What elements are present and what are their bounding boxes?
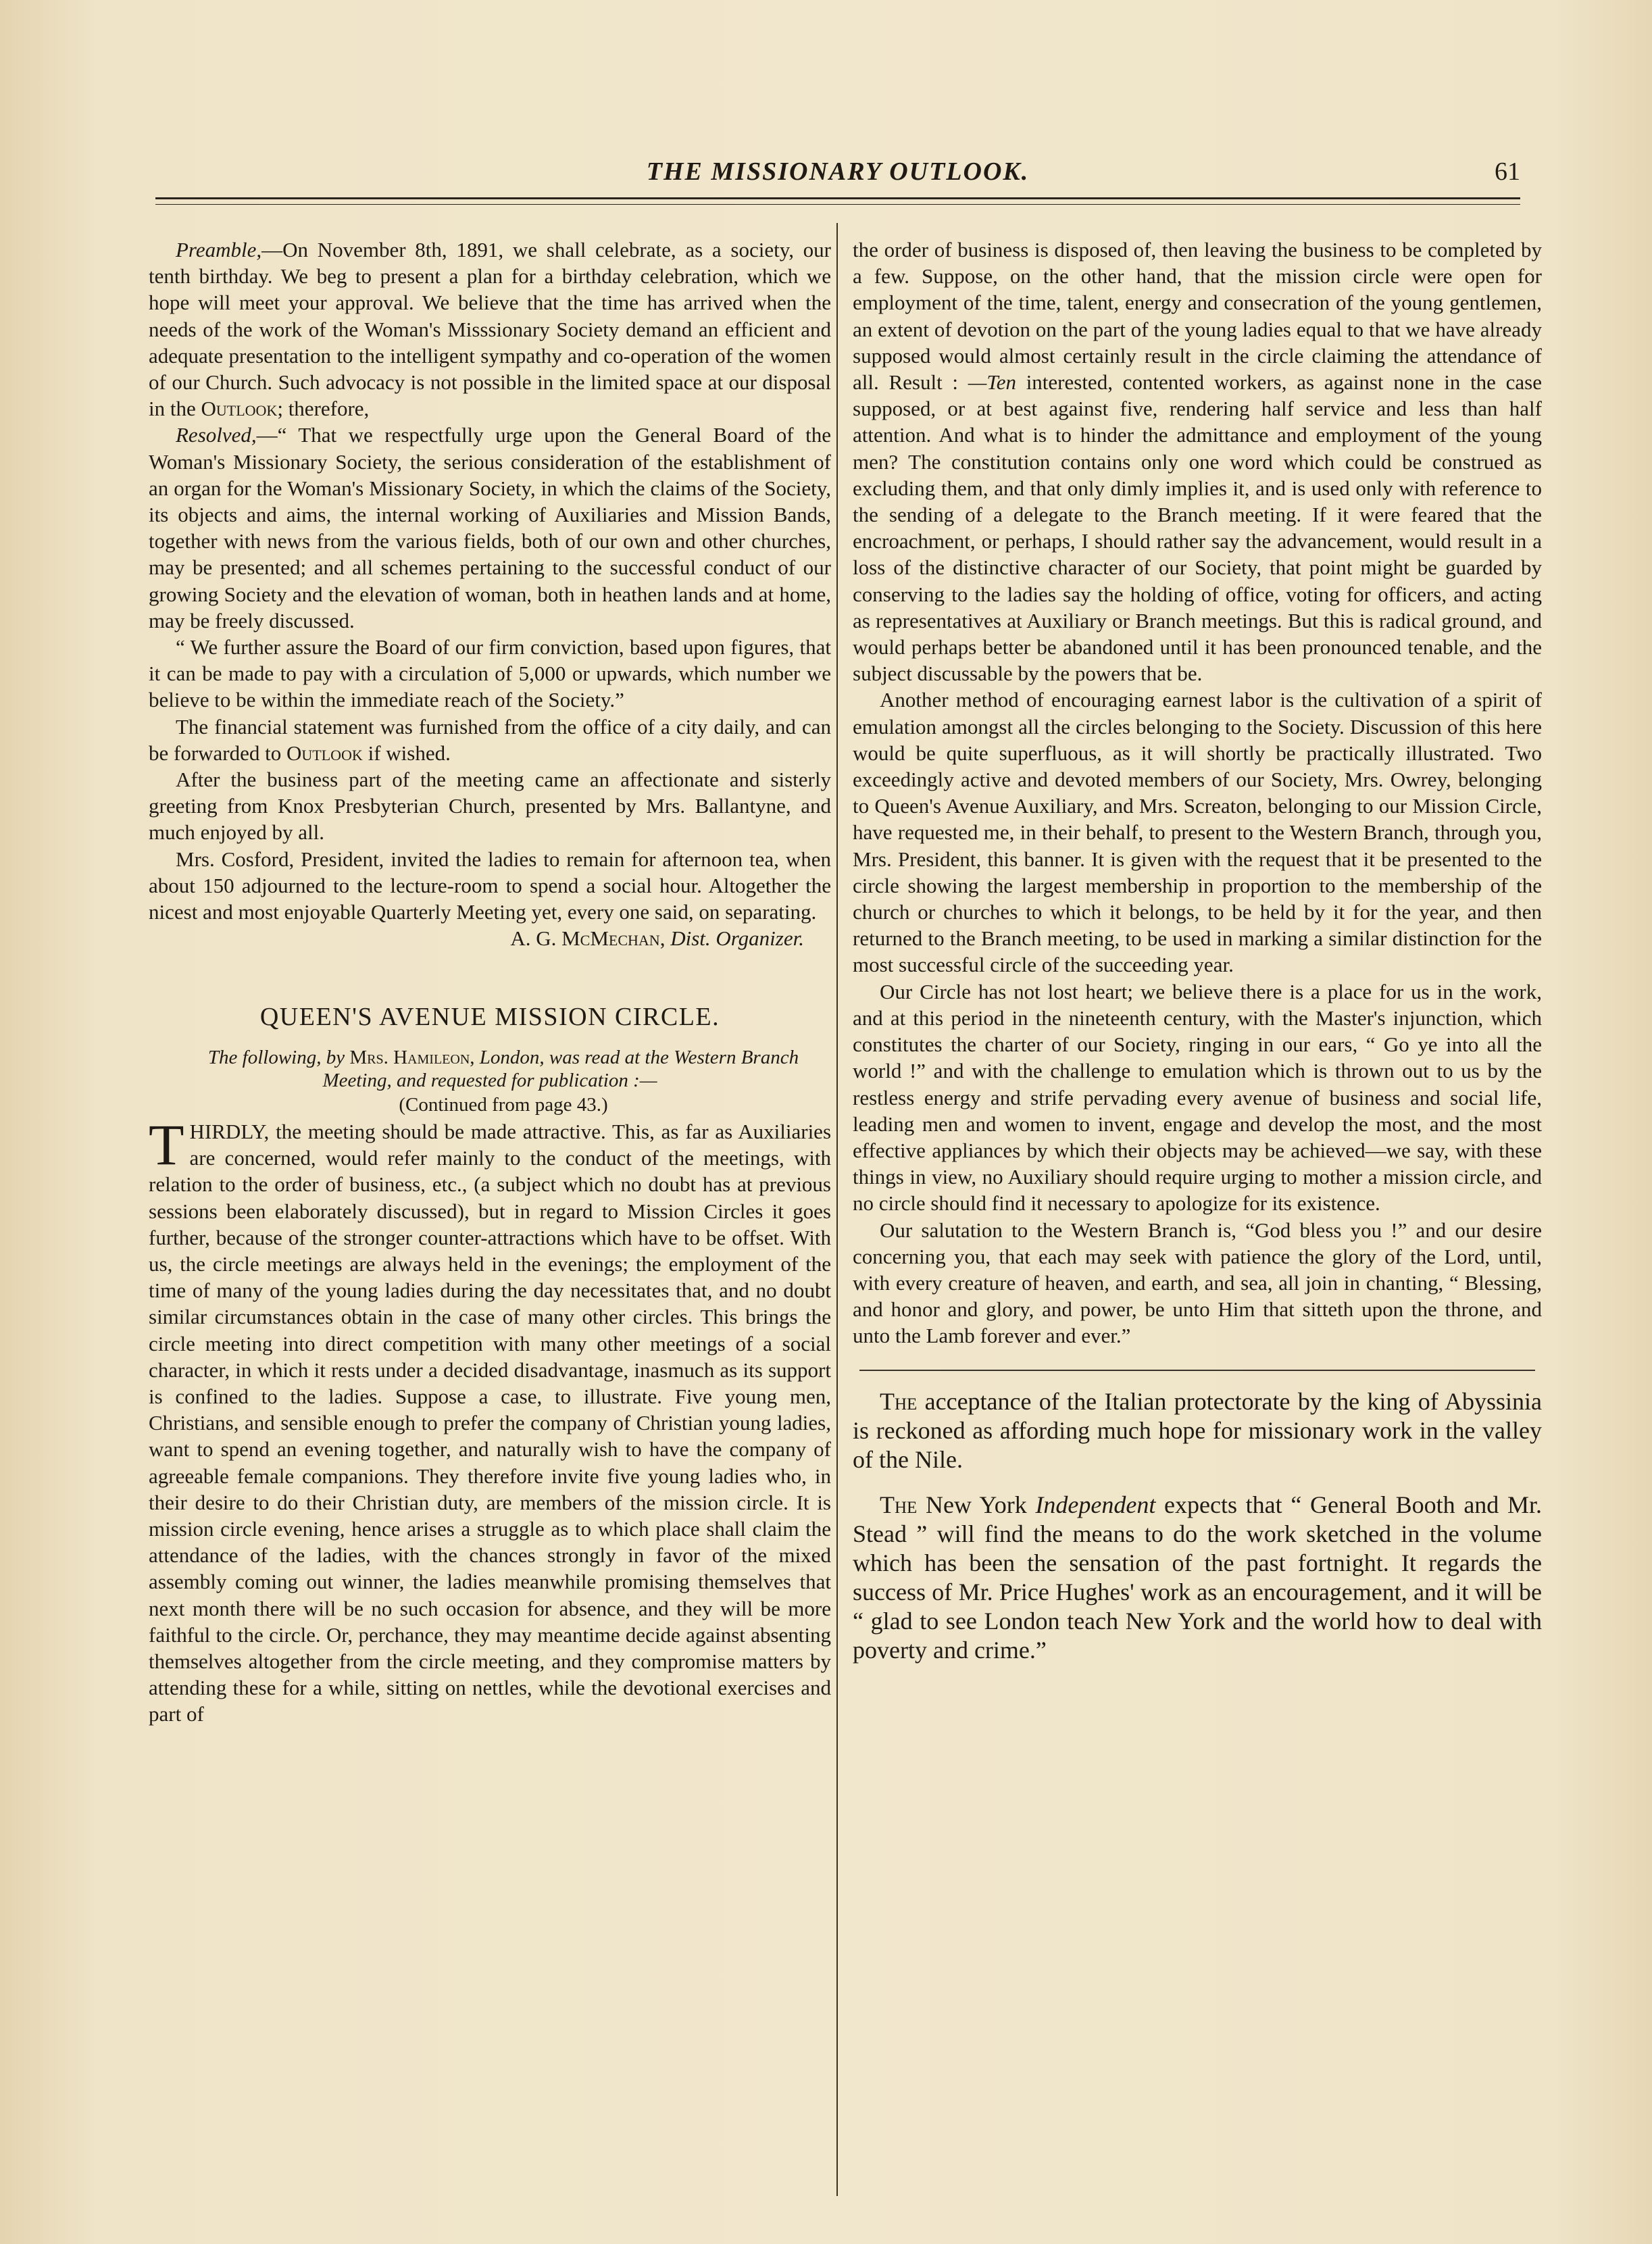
notes — [853, 1387, 1542, 1665]
running-title: THE MISSIONARY OUTLOOK. — [646, 157, 1030, 186]
continuation-paragraph — [853, 236, 1542, 687]
header-rule-thin — [155, 204, 1520, 205]
preamble-label: Preamble, — [176, 238, 262, 261]
salutation-paragraph: Our salutation to the Western Branch is, “God bless you !” and our desire concerning you, that each may seek with patience the glory of the Lord, until, with every creature of heaven, and earth, and sea, all join in chanting, “ Blessing, and honor and glory, and power, be unto Him that sitteth upon the throne, and unto the Lamb forever and ever.” — [853, 1218, 1542, 1348]
thirdly-text: the meeting should be made attractive. This, as far as Auxiliaries are concerned, would refer mainly to the conduct of the meetings, with relation to the order of business, etc., (a subject which no doubt has at previous sessions been elaborately discussed), but in regard to Mission Circles it goes further, because of the stronger counter-attractions which have to be offset. With us, the circle meetings are always held in the evenings; the employment of the time of many of the young ladies during the day necessitates that, and no doubt similar circumstances obtain in the case of many other circles. This brings the circle meeting into direct competition with many other meetings of a social character, in which it rests under a decided disadvantage, inasmuch as its support is confined to the ladies. Suppose a case, to illustrate. Five young men, Christians, and sensible enough to prefer the company of Christian young ladies, want to spend an evening together, and naturally wish to have the company of agreeable female companions. They therefore invite five young ladies who, in their desire to do their Christian duty, are members of the mission circle. It is mission circle evening, hence arises a struggle as to which place shall claim the attendance of the ladies, with the chances strongly in favor of the mixed assembly coming out winner, the ladies meanwhile promising themselves that next month there will be no such occasion for absence, and they will be more faithful to the circle. Or, perchance, they may meantime decide against absenting themselves altogether from the circle meeting, and they compromise matters by attending these for a while, sitting on nettles, while the devotional exercises and part of — [149, 1119, 832, 1726]
section-title: QUEEN'S AVENUE MISSION CIRCLE. — [259, 1003, 720, 1032]
note-independent — [853, 1491, 1542, 1665]
resolved-paragraph — [149, 422, 831, 634]
preamble-end: ; therefore, — [277, 397, 370, 421]
right-column — [853, 236, 1542, 1665]
note1-text: acceptance of the Italian protectorate by the king of Abyssinia is reckoned as affording much hope for missionary work in the valley of the Nile. — [853, 1387, 1543, 1473]
financial-end: if wished. — [368, 741, 451, 765]
column-separator — [836, 223, 838, 2196]
resolved-label: Resolved, — [176, 423, 257, 447]
page-number: 61 — [1495, 157, 1520, 186]
drop-cap: T — [149, 1112, 184, 1177]
header-rule — [155, 197, 1520, 199]
note-abyssinia — [853, 1387, 1542, 1474]
intro-author: Mrs. Hamileon, — [349, 1046, 475, 1068]
assure-paragraph: “ We further assure the Board of our firm conviction, based upon figures, that it can be made to pay with a circulation of 5,000 or upwards, which number we believe to be within the immediate reach of the Society.” — [149, 635, 831, 712]
signature-name: A. G. McMechan, — [510, 926, 666, 951]
heart-paragraph: Our Circle has not lost heart; we believe there is a place for us in the work, and at this period in the nineteenth century, with the Master's injunction, which constitutes the charter of our Society, ringing in our ears, “ Go ye into all the world !” and with the challenge to emulation which is thrown out to us by the restless energy and strife pervading every avenue of business and social life, leading men and women to invent, engage and develop the most, and the most effective appliances by which their objects may be achieved—we say, with these things in view, no Auxiliary should require urging to mother a mission circle, and no circle should find it necessary to apologize for its existence. — [853, 979, 1542, 1216]
emulation-paragraph: Another method of encouraging earnest labor is the cultivation of a spirit of emulation amongst all the circles belonging to the Society. Discussion of this here would be quite superfluous, as it will shortly be practically illustrated. Two exceedingly active and devoted members of our Society, Mrs. Owrey, belonging to Queen's Avenue Auxiliary, and Mrs. Screaton, belonging to our Mission Circle, have requested me, in their behalf, to present to the Western Branch, through you, Mrs. President, this banner. It is given with the request that it be presented to the circle showing the largest membership in proportion to the membership of the church or churches to which it belongs, to be held by it for the year, and then returned to the Branch meeting, to be used in marking a similar distinction for the most successful circle of the succeeding year. — [853, 688, 1542, 977]
notes-divider — [859, 1370, 1535, 1371]
preamble-paragraph — [149, 236, 831, 422]
thirdly-paragraph — [149, 1112, 832, 1728]
signature-role: Dist. Organizer. — [670, 926, 804, 951]
thirdly-lead: HIRDLY, — [189, 1119, 270, 1143]
left-column — [149, 236, 831, 1728]
cont-start: the order of business is disposed of, then leaving the business to be completed by a few. Suppose, on the other hand, that the mission circle were open for employment of the time, talent, energy and consecration of the young gentlemen, an extent of devotion on the part of the young ladies equal to that we have already supposed would almost certainly result in the circle claiming the attendance of all. — [853, 238, 1542, 395]
note2-paper: Independent — [1035, 1491, 1156, 1518]
note2-the: The — [880, 1491, 918, 1518]
cont-end: interested, contented workers, as against none in the case supposed, or at best against five, rendering half service and less than half attention. And what is to hinder the admittance and employment of the young men? The constitution contains only one word which could be construed as excluding them, and that only dimly implies it, and is used only with reference to the sending of a delegate to the Branch meeting. If it were feared that the encroachment, or perhaps, I should rather say the advancement, would result in a loss of the distinctive character of our Society, that point might be guarded by conserving to the ladies say the holding of office, voting for officers, and acting as representatives at Auxiliary or Branch meetings. But this is radical ground, and would perhaps better be abandoned until it has been pronounced tenable, and the subject discussable by the powers that be. — [853, 370, 1542, 686]
note2-a: New York — [926, 1491, 1027, 1518]
outlook-ref: Outlook — [286, 741, 363, 765]
financial-start: The financial statement was furnished from the office of a city daily, and can be forwarded to — [149, 714, 831, 765]
preamble-text: —On November 8th, 1891, we shall celebrate, as a society, our tenth birthday. We beg to present a plan for a birthday celebration, which we hope will meet your approval. We believe that the time has arrived when the needs of the work of the Woman's Misssionary Society demand an efficient and adequate presentation to the intelligent sympathy and co-operation of the women of our Church. Such advocacy is not possible in the limited space at our disposal in the — [149, 238, 831, 421]
resolved-text: —“ That we respectfully urge upon the General Board of the Woman's Missionary Society, the serious consideration of the establishment of an organ for the Woman's Missionary Society, in which the claims of the Society, its objects and aims, the internal working of Auxiliaries and Mission Bands, together with news from the various fields, both of our own and other churches, may be presented; and all schemes pertaining to the successful conduct of our growing Society and the elevation of woman, both in heathen lands and at home, may be freely discussed. — [149, 423, 831, 632]
result-label: Result : — [888, 370, 959, 395]
greeting-paragraph: After the business part of the meeting came an affectionate and sisterly greeting from Knox Presbyterian Church, presented by Mrs. Ballantyne, and much enjoyed by all. — [149, 768, 831, 845]
cosford-paragraph: Mrs. Cosford, President, invited the ladies to remain for afternoon tea, when about 150 adjourned to the lecture-room to spend a social hour. Altogether the nicest and most enjoyable Quarterly Meeting yet, every one said, on separating. — [149, 847, 831, 924]
signature — [149, 925, 831, 951]
continued-note: (Continued from page 43.) — [399, 1093, 608, 1116]
note1-the: The — [880, 1387, 918, 1415]
result-ten: —Ten — [968, 370, 1016, 395]
intro-a: The following, by — [207, 1046, 345, 1068]
note2-b: expects that “ General Booth and Mr. Stead ” will find the means to do the work sketched in the volume which has been the sensation of the past fortnight. It regards the success of Mr. Price Hughes' work as an encouragement, and it will be “ glad to see London teach New York and the world how to deal with poverty and crime.” — [853, 1491, 1542, 1664]
intro-b: London, was read at the Western Branch Meeting, and requested for publication :— — [322, 1046, 799, 1091]
outlook-ref: Outlook — [201, 397, 278, 421]
financial-paragraph — [149, 714, 831, 766]
section-intro — [149, 1046, 831, 1092]
